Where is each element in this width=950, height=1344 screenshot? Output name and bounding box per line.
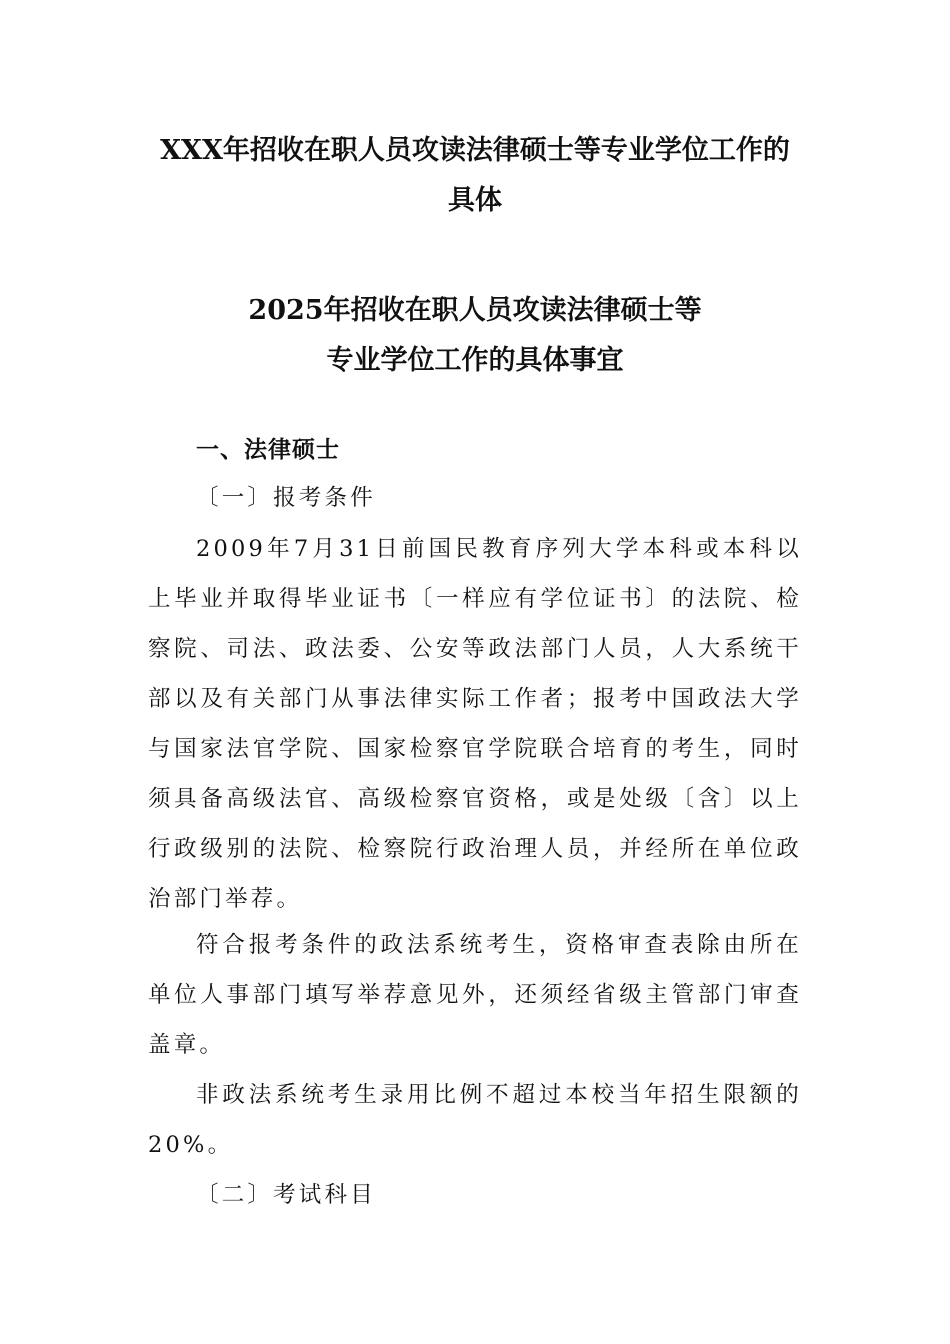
paragraph-ratio: 非政法系统考生录用比例不超过本校当年招生限额的20%。 xyxy=(148,1082,802,1158)
document-title-text: XXX年招收在职人员攻读法律硕士等专业学位工作的具体 xyxy=(160,135,790,216)
document-title xyxy=(148,126,802,226)
document-subtitle xyxy=(148,286,802,386)
document-subtitle-line-1: 2025年招收在职人员攻读法律硕士等 xyxy=(248,295,702,326)
subsection-heading-eligibility: 〔一〕报考条件 xyxy=(196,485,376,511)
paragraph-eligibility: 2009年7月31日前国民教育序列大学本科或本科以上毕业并取得毕业证书〔一样应有学位证书〕的法院、检察院、司法、政法委、公安等政法部门人员，人大系统干部以及有关部门从事法律实际工作者；报考中国政法大学与国家法官学院、国家检察官学院联合培育的考生，同时须具备高级法官、高级检察官资格，或是处级〔含〕以上行政级别的法院、检察院行政治理人员，并经所在单位政治部门举荐。 xyxy=(148,536,802,912)
section-heading-law-master: 一、法律硕士 xyxy=(196,437,340,463)
document-subtitle-line-2: 专业学位工作的具体事宜 xyxy=(326,345,624,376)
paragraph-review: 符合报考条件的政法系统考生，资格审查表除由所在单位人事部门填写举荐意见外，还须经省级主管部门审查盖章。 xyxy=(148,932,802,1058)
subsection-heading-exam-subjects: 〔二〕考试科目 xyxy=(196,1182,376,1208)
